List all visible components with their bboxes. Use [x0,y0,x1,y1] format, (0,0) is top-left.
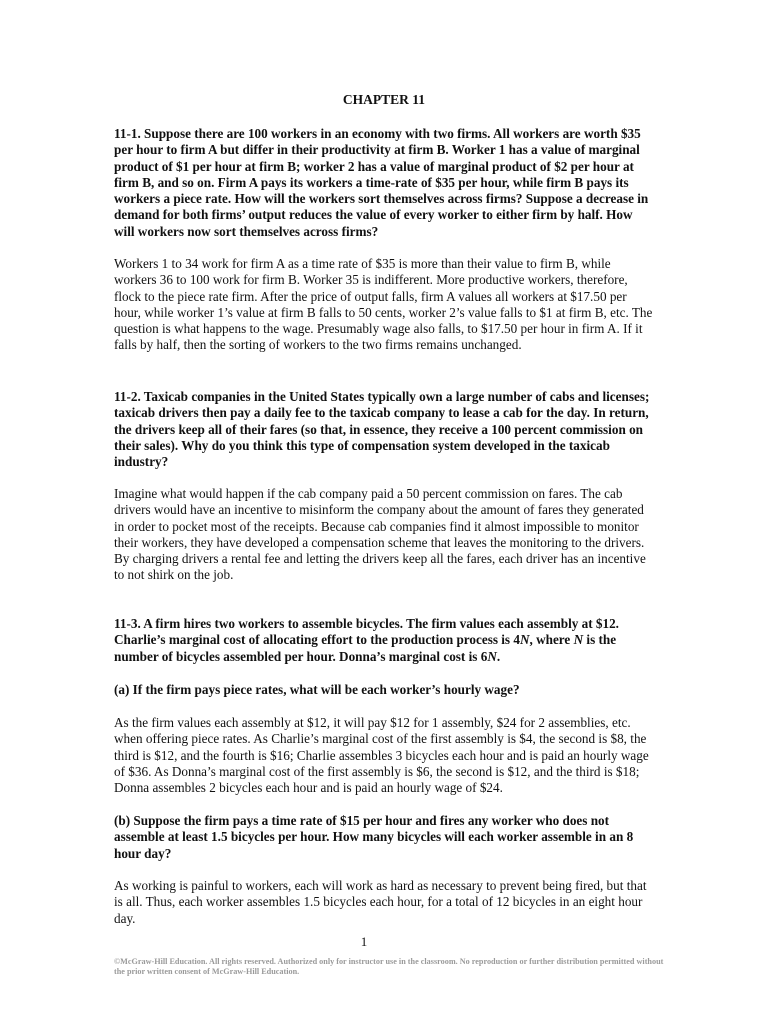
variable-n: N [487,648,497,664]
chapter-title: CHAPTER 11 [342,92,426,107]
question-11-3a [114,682,654,698]
answer-11-1 [114,256,654,354]
answer-11-2-text: Imagine what would happen if the cab company paid a 50 percent commission on fares. The cab drivers would have an incentive to misinform the company about the amount of fares they generated in order to pocket most of the receipts. Because cab companies find it almost impossible to monitor their workers, they have developed a compensation scheme that leaves the monitoring to the drivers. By charging drivers a rental fee and letting the drivers keep all the fares, each driver has an incentive to not shirk on the job. [114,486,646,583]
answer-11-3b [114,878,654,927]
question-11-3 [114,616,654,665]
variable-n: N [519,632,530,648]
question-11-2 [114,389,654,470]
answer-11-1-text: Workers 1 to 34 work for firm A as a time rate of $35 is more than their value to firm B, while workers 36 to 100 work for firm B. Worker 35 is indifferent. More productive workers, therefore, flock to the piece rate firm. After the price of output falls, firm A values all workers at $17.50 per hour, while worker 1’s value at firm B falls to 50 cents, worker 2’s value falls to $1 at firm B, etc. The question is what happens to the wage. Presumably wage also falls, to $17.50 per hour in firm A. If it falls by half, then the sorting of workers to the two firms remains unchanged. [114,256,653,353]
question-11-3-part2: , where [529,632,574,648]
variable-n: N [573,632,584,648]
question-11-2-text: 11-2. Taxicab companies in the United States typically own a large number of cabs and licenses; taxicab drivers then pay a daily fee to the taxicab company to lease a cab for the day. In return, the drivers keep all of their fares (so that, in essence, they receive a 100 percent commission on their sales). Why do you think this type of compensation system developed in the taxicab industry? [114,389,650,470]
answer-11-2 [114,486,654,584]
question-11-3-text [114,616,654,665]
question-11-3a-text: (a) If the firm pays piece rates, what will be each worker’s hourly wage? [114,682,520,697]
answer-11-3b-text: As working is painful to workers, each will work as hard as necessary to prevent being fired, but that is all. Thus, each worker assembles 1.5 bicycles each hour, for a total of 12 bicycles in an eight hour day. [114,878,647,926]
answer-11-3a-text: As the firm values each assembly at $12, it will pay $12 for 1 assembly, $24 for 2 assemblies, etc. when offering piece rates. As Charlie’s marginal cost of the first assembly is $4, the second is $8, the third is $12, and the fourth is $16; Charlie assembles 3 bicycles each hour and is paid an hourly wage of $36. As Donna’s marginal cost of the first assembly is $6, the second is $12, and the third is $18; Donna assembles 2 bicycles each hour and is paid an hourly wage of $24. [114,715,649,796]
question-11-3-part4: . [496,648,501,664]
question-11-3-part3: is the number of bicycles assembled per hour. Donna’s marginal cost is 6 [114,632,617,664]
page-number: 1 [360,934,368,949]
question-11-1 [114,126,654,240]
question-11-3b-text: (b) Suppose the firm pays a time rate of $15 per hour and fires any worker who does not assemble at least 1.5 bicycles per hour. How many bicycles will each worker assemble in an 8 hour day? [114,813,634,861]
copyright-footer: ©McGraw-Hill Education. All rights reserved. Authorized only for instructor use in the classroom. No reproduction or further distribution permitted without the prior written consent of McGraw-Hill Education. [114,957,664,976]
answer-11-3a [114,715,654,796]
question-11-3-part1: 11-3. A firm hires two workers to assemble bicycles. The firm values each assembly at $12. Charlie’s marginal cost of allocating effort to the production process is 4 [114,616,619,648]
question-11-1-text: 11-1. Suppose there are 100 workers in an economy with two firms. All workers are worth $35 per hour to firm A but differ in their productivity at firm B. Worker 1 has a value of marginal product of $1 per hour at firm B; worker 2 has a value of marginal product of $2 per hour at firm B, and so on. Firm A pays its workers a time-rate of $35 per hour, while firm B pays its workers a piece rate. How will the workers sort themselves across firms? Suppose a decrease in demand for both firms’ output reduces the value of every worker to either firm by half. How will workers now sort themselves across firms? [114,126,649,239]
question-11-3b [114,813,654,862]
